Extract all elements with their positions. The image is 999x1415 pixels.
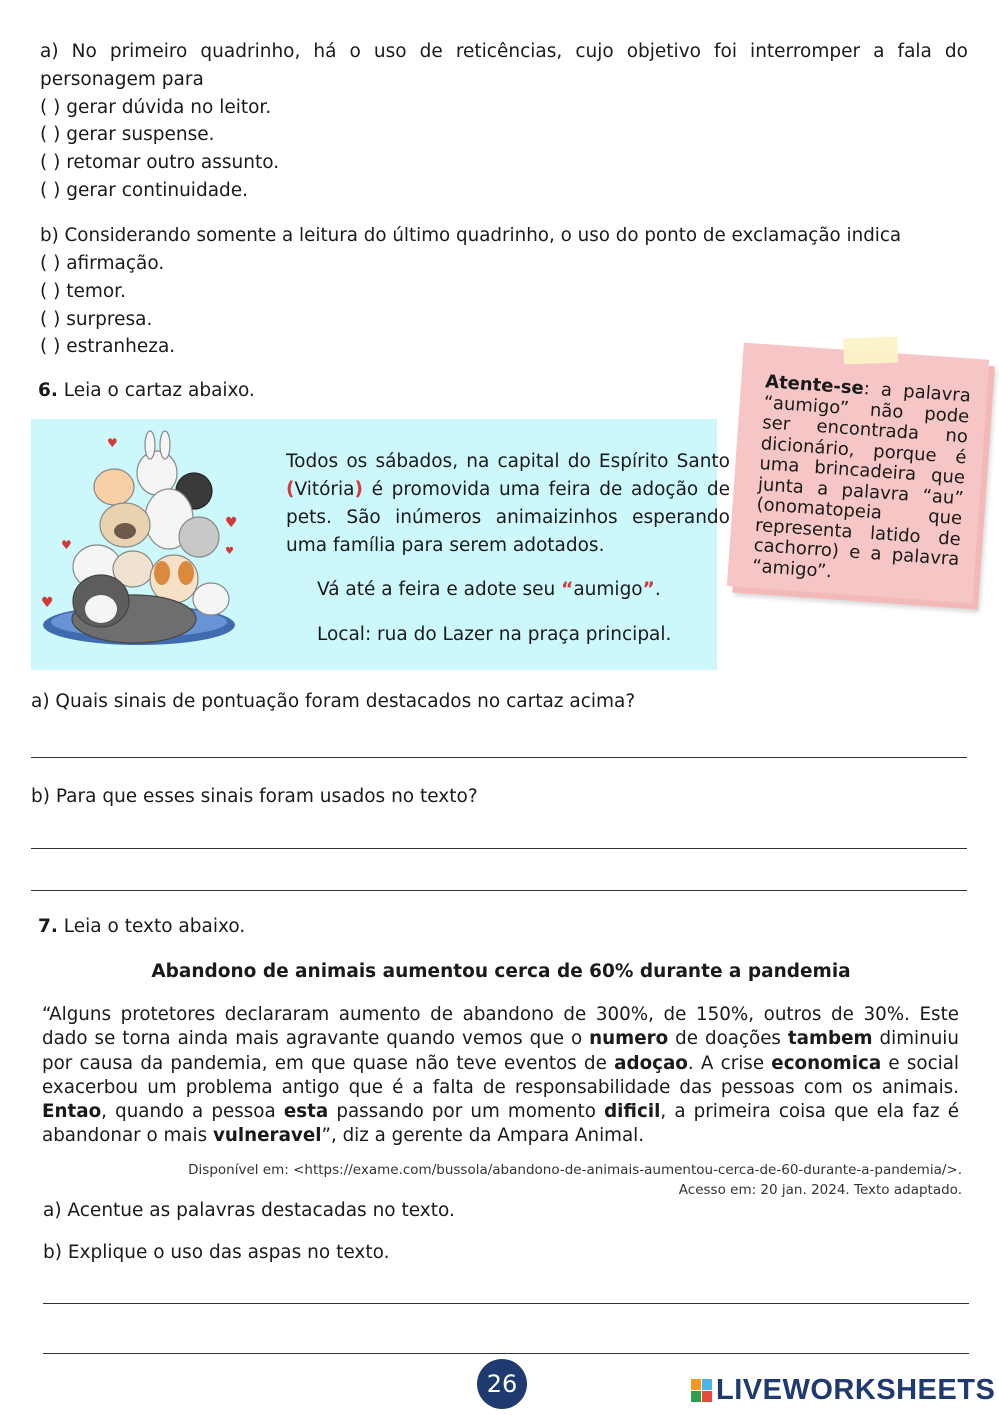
poster-paragraph-1: [286, 448, 730, 560]
article-source: [188, 1160, 962, 1200]
article-text-6: , quando a pessoa: [101, 1101, 284, 1123]
highlight-vulneravel: vulneravel: [212, 1125, 322, 1147]
logo-text: LIVEWORKSHEETS: [716, 1374, 996, 1406]
poster-p2-start: Vá até a feira e adote seu: [317, 579, 562, 600]
note-body: : a palavra “aumigo” não pode ser encontrada no dicionário, porque é uma brincadeira que junta a palavra “au” (onomatopeia que representa latido de cachorro) e a palavra “amigo”.: [751, 378, 972, 582]
highlight-dificil: dificil: [604, 1101, 661, 1123]
close-paren: ): [354, 479, 363, 500]
highlight-entao: Entao: [42, 1101, 102, 1123]
question-6-number: 6.: [38, 380, 58, 401]
highlight-numero: numero: [589, 1028, 669, 1050]
question-a-option-2[interactable]: ( ) gerar suspense.: [40, 124, 215, 145]
note-text: [752, 372, 972, 591]
source-line-2: Acesso em: 20 jan. 2024. Texto adaptado.: [678, 1182, 962, 1198]
attention-note: [726, 335, 992, 614]
poster-paragraph-3: Local: rua do Lazer na praça principal.: [317, 624, 672, 645]
question-b-option-1[interactable]: ( ) afirmação.: [40, 253, 165, 274]
question-b-option-3[interactable]: ( ) surpresa.: [40, 309, 153, 330]
gray-cat-icon: [179, 517, 219, 557]
answer-line-7b-1[interactable]: [43, 1303, 969, 1304]
poster-p2-end: .: [654, 579, 661, 600]
question-7b: b) Explique o uso das aspas no texto.: [43, 1242, 390, 1263]
highlight-adocao: adoçao: [614, 1052, 688, 1074]
question-a-line1: a) No primeiro quadrinho, há o uso de reticências, cujo objetivo foi interromper a fala do: [40, 41, 968, 62]
liveworksheets-logo: [691, 1374, 995, 1407]
question-b-line1: b) Considerando somente a leitura do último quadrinho, o uso do ponto de exclamação indica: [40, 225, 902, 246]
svg-text:♥: ♥: [225, 546, 234, 557]
question-a-option-1[interactable]: ( ) gerar dúvida no leitor.: [40, 97, 272, 118]
open-quote: “: [561, 579, 574, 600]
adoption-poster: [31, 419, 730, 670]
highlight-esta: esta: [283, 1101, 329, 1123]
question-a-option-3[interactable]: ( ) retomar outro assunto.: [40, 152, 280, 173]
poster-text: [286, 448, 730, 649]
pets-illustration: [39, 429, 244, 655]
poster-word-aumigo: aumigo: [573, 579, 643, 600]
question-6a: a) Quais sinais de pontuação foram destacados no cartaz acima?: [31, 691, 636, 712]
poster-city: Vitória: [294, 479, 355, 500]
article-text-7: passando por um momento: [328, 1101, 605, 1123]
bunny-icon: [137, 451, 177, 495]
question-7-intro: Leia o texto abaixo.: [57, 916, 246, 937]
cat-icon: [94, 469, 134, 505]
page-number-badge: 26: [477, 1359, 527, 1409]
answer-line-7b-2[interactable]: [43, 1353, 969, 1354]
question-7-number: 7.: [38, 916, 58, 937]
open-paren: (: [286, 479, 295, 500]
question-7-heading: [38, 916, 245, 937]
answer-line-6b-2[interactable]: [31, 890, 967, 891]
question-b-option-4[interactable]: ( ) estranheza.: [40, 336, 176, 357]
small-cat-icon: [193, 583, 229, 615]
highlight-tambem: tambem: [787, 1028, 873, 1050]
answer-line-6a[interactable]: [31, 757, 967, 758]
article-body: [42, 1003, 959, 1149]
poster-p1-start: Todos os sábados, na capital do Espírito Santo: [286, 451, 730, 472]
article-text-5: e social exacerbou um problema antigo que é a falta de responsabilidade das pessoas com os animais.: [42, 1052, 959, 1098]
svg-text:♥: ♥: [61, 538, 72, 552]
question-a-line2: personagem para: [40, 69, 204, 90]
article-text-2: de doações: [668, 1028, 788, 1050]
article-text-3: diminuiu por causa da pandemia, em que quase não teve eventos de: [42, 1028, 959, 1074]
question-a-option-4[interactable]: ( ) gerar continuidade.: [40, 180, 249, 201]
tape-icon: [843, 337, 898, 365]
svg-text:♥: ♥: [41, 595, 54, 611]
article-title: Abandono de animais aumentou cerca de 60% durante a pandemia: [151, 961, 851, 982]
close-quote: ”: [642, 579, 655, 600]
question-7a: a) Acentue as palavras destacadas no texto.: [43, 1200, 455, 1221]
question-6-heading: [38, 380, 255, 401]
svg-text:♥: ♥: [107, 436, 118, 450]
question-6b: b) Para que esses sinais foram usados no texto?: [31, 786, 478, 807]
question-6-intro: Leia o cartaz abaixo.: [57, 380, 255, 401]
liveworksheets-icon: [691, 1379, 713, 1403]
article-text-9: ”, diz a gerente da Ampara Animal.: [321, 1125, 645, 1147]
highlight-economica: economica: [771, 1052, 882, 1074]
poster-p1-end: é promovida uma feira de adoção de pets. São inúmeros animaizinhos esperando uma família para serem adotados.: [286, 479, 730, 556]
article-text-1: “Alguns protetores declararam aumento de abandono de 300%, de 150%, outros de 30%. Este dado se torna ainda mais agravante quando vemos que o: [42, 1004, 959, 1050]
source-line-1: Disponível em: <https://exame.com/bussola/abandono-de-animais-aumentou-cerca-de-60-durante-a-pandemia/>.: [188, 1162, 962, 1178]
poster-paragraph-2: [286, 576, 730, 604]
note-bold-label: Atente-se: [764, 371, 865, 400]
article-text-8: , a primeira coisa que ela faz é abandonar o mais: [42, 1101, 959, 1147]
svg-text:♥: ♥: [225, 515, 238, 531]
answer-line-6b-1[interactable]: [31, 848, 967, 849]
article-text-4: . A crise: [687, 1052, 772, 1074]
question-b-option-2[interactable]: ( ) temor.: [40, 281, 126, 302]
